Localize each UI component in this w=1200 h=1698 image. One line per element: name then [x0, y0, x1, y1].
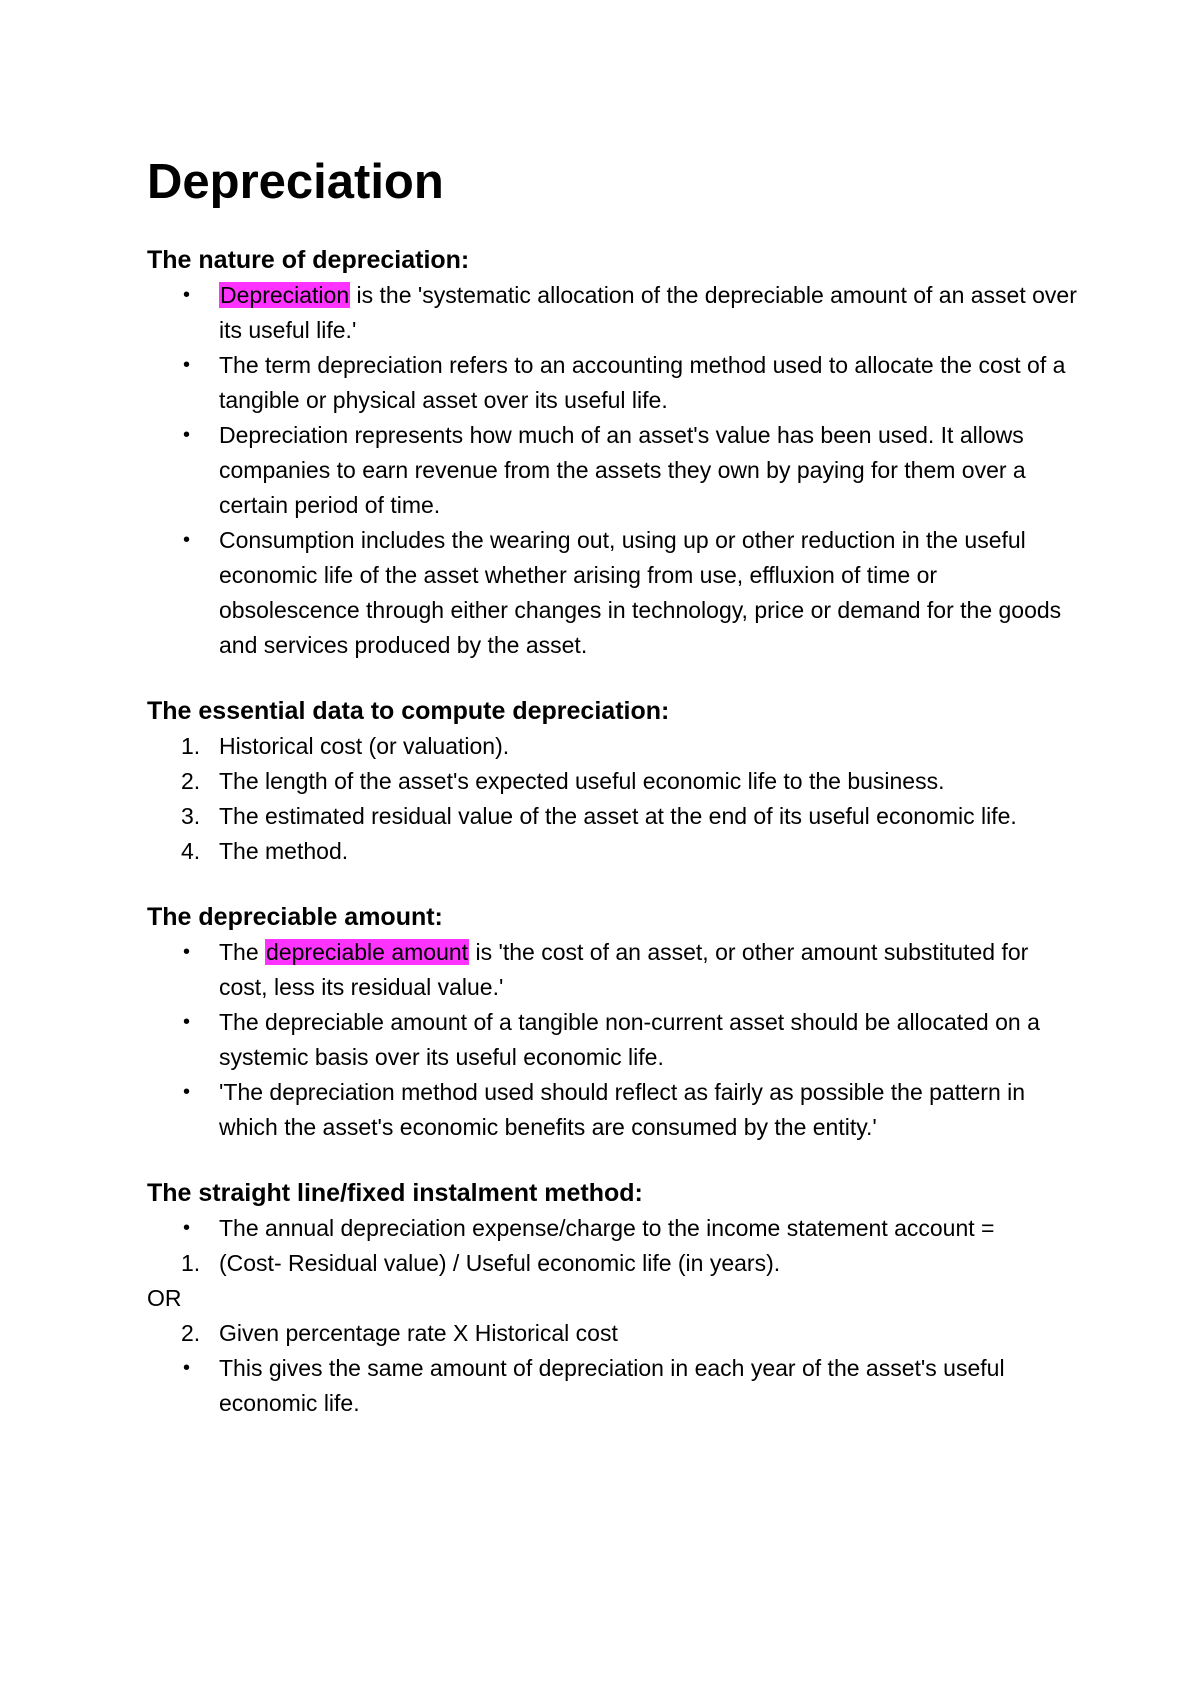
item-text: Consumption includes the wearing out, using up or other reduction in the useful economic life of the asset whether arising from use, effluxion of time or obsolescence through either changes in technology, price or demand for the goods and services produced by the asset. — [219, 527, 1062, 658]
section-nature — [147, 242, 1077, 663]
item-number: 4. — [181, 838, 201, 864]
highlighted-term: depreciable amount — [266, 939, 469, 965]
list-item — [147, 348, 1077, 418]
highlighted-term: Depreciation — [220, 282, 350, 308]
item-text: The term depreciation refers to an accounting method used to allocate the cost of a tangible or physical asset over its useful life. — [219, 352, 1066, 413]
list-item — [147, 1211, 1077, 1246]
list-item — [147, 935, 1077, 1005]
section-essential-data — [147, 693, 1077, 869]
item-text: Historical cost (or valuation). — [219, 733, 510, 759]
bullet-icon: • — [183, 284, 191, 306]
list-item — [147, 278, 1077, 348]
section-heading: The essential data to compute depreciation: — [147, 697, 670, 725]
item-text: 'The depreciation method used should reflect as fairly as possible the pattern in which the asset's economic benefits are consumed by the entity.' — [219, 1079, 1026, 1140]
item-text: The depreciable amount of a tangible non-current asset should be allocated on a systemic basis over its useful economic life. — [219, 1009, 1040, 1070]
list-item — [147, 418, 1077, 523]
bullet-icon: • — [183, 941, 191, 963]
item-number: 2. — [181, 768, 201, 794]
section-straight-line — [147, 1175, 1077, 1421]
section-heading: The depreciable amount: — [147, 903, 443, 931]
bullet-icon: • — [183, 529, 191, 551]
numbered-item — [147, 799, 1077, 834]
item-text: is the 'systematic allocation of the depreciable amount of an asset over its useful life.' — [219, 282, 1077, 343]
section-heading: The straight line/fixed instalment method: — [147, 1179, 643, 1207]
item-text: The length of the asset's expected useful economic life to the business. — [219, 768, 945, 794]
bullet-icon: • — [183, 1011, 191, 1033]
document-content — [147, 152, 1077, 1451]
numbered-item — [147, 764, 1077, 799]
item-number: 2. — [181, 1320, 201, 1346]
bullet-icon: • — [183, 424, 191, 446]
list-item — [147, 1351, 1077, 1421]
numbered-item — [147, 1246, 1077, 1281]
list-item — [147, 523, 1077, 663]
numbered-item — [147, 834, 1077, 869]
item-text: The annual depreciation expense/charge to the income statement account = — [219, 1215, 995, 1241]
numbered-item — [147, 729, 1077, 764]
numbered-item — [147, 1316, 1077, 1351]
bullet-icon: • — [183, 1217, 191, 1239]
section-heading: The nature of depreciation: — [147, 246, 470, 274]
bullet-icon: • — [183, 1081, 191, 1103]
item-number: 1. — [181, 733, 201, 759]
item-text-prefix: The — [219, 939, 266, 965]
item-text: is 'the cost of an asset, or other amount substituted for cost, less its residual value.' — [219, 939, 1029, 1000]
document-title: Depreciation — [147, 155, 444, 209]
item-number: 1. — [181, 1250, 201, 1276]
section-depreciable-amount — [147, 899, 1077, 1145]
item-text: Depreciation represents how much of an asset's value has been used. It allows companies to earn revenue from the assets they own by paying for them over a certain period of time. — [219, 422, 1026, 518]
formula-text: Given percentage rate X Historical cost — [219, 1320, 618, 1346]
list-item — [147, 1005, 1077, 1075]
item-text: The method. — [219, 838, 349, 864]
item-text: The estimated residual value of the asset at the end of its useful economic life. — [219, 803, 1017, 829]
bullet-icon: • — [183, 1357, 191, 1379]
item-text: This gives the same amount of depreciation in each year of the asset's useful economic life. — [219, 1355, 1005, 1416]
bullet-icon: • — [183, 354, 191, 376]
formula-text: (Cost- Residual value) / Useful economic life (in years). — [219, 1250, 781, 1276]
list-item — [147, 1075, 1077, 1145]
or-separator: OR — [147, 1285, 182, 1311]
item-number: 3. — [181, 803, 201, 829]
